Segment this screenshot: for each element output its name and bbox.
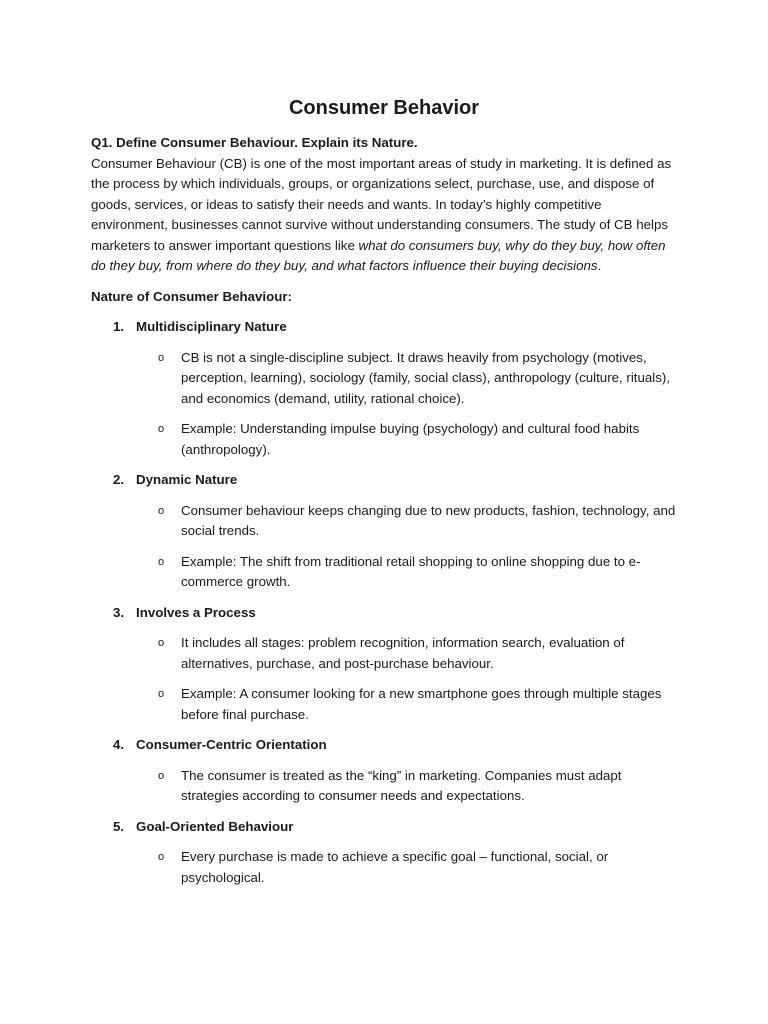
sub-point <box>91 684 681 725</box>
point-number: 5. <box>113 818 125 834</box>
sub-point-text: The consumer is treated as the “king” in marketing. Companies must adapt strategies according to consumer needs and expectations. <box>181 767 622 803</box>
point-title <box>91 603 681 624</box>
point-number: 4. <box>113 737 125 752</box>
sub-point-text: Example: Understanding impulse buying (psychology) and cultural food habits (anthropology). <box>181 421 640 457</box>
circle-bullet-icon: o <box>158 555 165 568</box>
point-title <box>91 817 681 838</box>
intro-end: . <box>597 258 602 273</box>
sub-point <box>91 348 681 410</box>
sub-point-text: Consumer behaviour keeps changing due to new products, fashion, technology, and social trends. <box>181 502 676 538</box>
nature-heading: Nature of Consumer Behaviour: <box>91 288 292 304</box>
sub-point <box>91 552 681 593</box>
intro-text: Consumer Behaviour (CB) is one of the most important areas of study in marketing. It is defined as the process by which individuals, groups, or organizations select, purchase, use, and dispose of goods, services, or ideas to satisfy their needs and wants. In today’s highly competitive environment, businesses cannot survive without understanding consumers. The study of CB helps marketers to answer important questions like <box>91 155 672 253</box>
list-item <box>91 817 681 889</box>
circle-bullet-icon: o <box>158 851 165 863</box>
point-title <box>91 735 681 756</box>
point-number: 1. <box>113 319 125 334</box>
circle-bullet-icon: o <box>158 423 165 435</box>
intro-italic-text: what do consumers buy, why do they buy, how often do they buy, from where do they buy, and what factors influence their buying decisions <box>91 237 666 273</box>
sub-point-text: Example: The shift from traditional retail shopping to online shopping due to e-commerce growth. <box>181 553 641 589</box>
sub-points-list <box>91 766 681 807</box>
point-number: 3. <box>113 604 125 620</box>
point-title <box>91 470 681 491</box>
point-title-text: Consumer-Centric Orientation <box>136 737 327 752</box>
sub-point <box>91 419 681 460</box>
circle-bullet-icon: o <box>158 688 165 700</box>
sub-points-list <box>91 348 681 461</box>
circle-bullet-icon: o <box>158 504 165 517</box>
sub-points-list <box>91 501 681 593</box>
sub-point <box>91 847 681 888</box>
point-number: 2. <box>113 472 125 487</box>
sub-point-text: Every purchase is made to achieve a specific goal – functional, social, or psychological. <box>181 849 609 885</box>
intro-paragraph <box>91 154 681 277</box>
question-heading: Q1. Define Consumer Behaviour. Explain its Nature. <box>91 135 418 150</box>
sub-point <box>91 633 681 674</box>
circle-bullet-icon: o <box>158 637 165 649</box>
sub-point <box>91 501 681 542</box>
list-item <box>91 317 681 460</box>
list-item <box>91 470 681 593</box>
point-title-text: Dynamic Nature <box>136 472 238 487</box>
sub-point <box>91 766 681 807</box>
point-title <box>91 317 681 338</box>
sub-points-list <box>91 633 681 725</box>
point-title-text: Involves a Process <box>136 604 256 620</box>
page-title: Consumer Behavior <box>288 97 480 119</box>
circle-bullet-icon: o <box>158 769 165 782</box>
circle-bullet-icon: o <box>158 351 165 364</box>
list-item <box>91 603 681 726</box>
sub-point-text: Example: A consumer looking for a new smartphone goes through multiple stages before final purchase. <box>181 686 662 722</box>
point-title-text: Multidisciplinary Nature <box>136 319 287 334</box>
nature-points-list <box>91 317 681 888</box>
sub-point-text: CB is not a single-discipline subject. It draws heavily from psychology (motives, perception, learning), sociology (family, social class), anthropology (culture, rituals), and economics (demand, utility, rational choice). <box>181 349 670 406</box>
sub-point-text: It includes all stages: problem recognition, information search, evaluation of alternatives, purchase, and post-purchase behaviour. <box>181 635 625 671</box>
point-title-text: Goal-Oriented Behaviour <box>136 818 294 834</box>
document-body <box>91 133 681 888</box>
sub-points-list <box>91 847 681 888</box>
list-item <box>91 735 681 807</box>
